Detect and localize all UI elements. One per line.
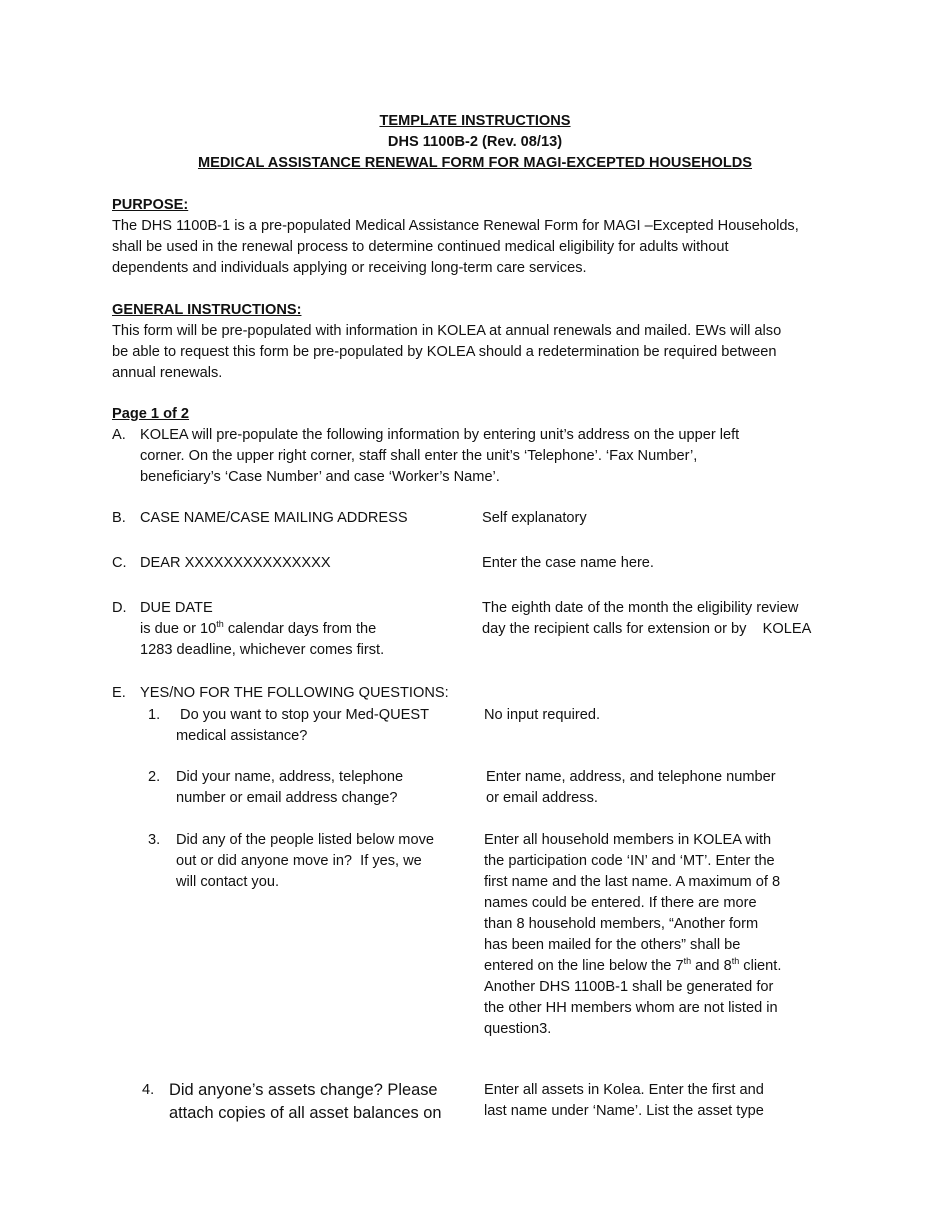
item-c-letter: C. xyxy=(112,555,127,571)
q3-text-3: will contact you. xyxy=(176,874,280,890)
item-b-letter: B. xyxy=(112,510,126,526)
general-line-2: be able to request this form be pre-populated by KOLEA should a redetermination be required between xyxy=(112,344,777,360)
purpose-line-2: shall be used in the renewal process to determine continued medical eligibility for adults without xyxy=(112,239,729,255)
item-a-letter: A. xyxy=(112,427,126,443)
q3-instruction-5: than 8 household members, “Another form xyxy=(484,916,759,932)
q1-number: 1. xyxy=(148,707,161,723)
form-number: DHS 1100B-2 (Rev. 08/13) xyxy=(387,134,563,150)
q2-instruction-2: or email address. xyxy=(486,790,598,806)
purpose-line-1: The DHS 1100B-1 is a pre-populated Medical Assistance Renewal Form for MAGI –Excepted Households, xyxy=(112,218,799,234)
q3-instruction-10: question3. xyxy=(484,1021,552,1037)
purpose-line-3: dependents and individuals applying or receiving long-term care services. xyxy=(112,260,587,276)
q2-text-1: Did your name, address, telephone xyxy=(176,769,404,785)
item-e-letter: E. xyxy=(112,685,126,701)
q3-instruction-9: the other HH members whom are not listed in xyxy=(484,1000,778,1016)
form-name: MEDICAL ASSISTANCE RENEWAL FORM FOR MAGI-EXCEPTED HOUSEHOLDS xyxy=(197,155,753,171)
q3-instruction-1: Enter all household members in KOLEA with xyxy=(484,832,772,848)
q4-instruction-2: last name under ‘Name’. List the asset type xyxy=(484,1103,764,1119)
q3-instruction-6: has been mailed for the others” shall be xyxy=(484,937,741,953)
q4-number: 4. xyxy=(142,1082,155,1098)
purpose-heading: PURPOSE: xyxy=(112,197,189,213)
item-a-line-3: beneficiary’s ‘Case Number’ and case ‘Worker’s Name’. xyxy=(140,469,500,485)
general-line-1: This form will be pre-populated with information in KOLEA at annual renewals and mailed. EWs will also xyxy=(112,323,782,339)
q2-instruction-1: Enter name, address, and telephone number xyxy=(486,769,776,785)
q2-text-2: number or email address change? xyxy=(176,790,398,806)
doc-title: TEMPLATE INSTRUCTIONS xyxy=(379,113,571,129)
q3-instruction-4: names could be entered. If there are more xyxy=(484,895,757,911)
q3-instruction-3: first name and the last name. A maximum of 8 xyxy=(484,874,781,890)
general-line-3: annual renewals. xyxy=(112,365,223,381)
item-d-label-2: is due or 10th calendar days from the xyxy=(140,619,377,637)
item-d-instruction-2: day the recipient calls for extension or by KOLEA xyxy=(482,621,812,637)
item-b-label: CASE NAME/CASE MAILING ADDRESS xyxy=(140,510,408,526)
q3-instruction-7: entered on the line below the 7th and 8th client. xyxy=(484,956,782,974)
q3-instruction-8: Another DHS 1100B-1 shall be generated for xyxy=(484,979,774,995)
item-d-letter: D. xyxy=(112,600,127,616)
q2-number: 2. xyxy=(148,769,161,785)
page1-heading: Page 1 of 2 xyxy=(112,406,190,422)
q1-text-2: medical assistance? xyxy=(176,728,308,744)
q4-text-2: attach copies of all asset balances on xyxy=(169,1104,442,1122)
general-heading: GENERAL INSTRUCTIONS: xyxy=(112,302,302,318)
q3-number: 3. xyxy=(148,832,161,848)
item-c-label: DEAR XXXXXXXXXXXXXXX xyxy=(140,555,331,571)
item-d-label-1: DUE DATE xyxy=(140,600,213,616)
item-a-line-1: KOLEA will pre-populate the following information by entering unit’s address on the upper left xyxy=(140,427,740,443)
q3-instruction-2: the participation code ‘IN’ and ‘MT’. Enter the xyxy=(484,853,775,869)
q3-text-2: out or did anyone move in? If yes, we xyxy=(176,853,422,869)
item-e-heading: YES/NO FOR THE FOLLOWING QUESTIONS: xyxy=(140,685,449,701)
item-d-label-3: 1283 deadline, whichever comes first. xyxy=(140,642,385,658)
q1-instruction: No input required. xyxy=(484,707,601,723)
item-c-instruction: Enter the case name here. xyxy=(482,555,654,571)
item-b-instruction: Self explanatory xyxy=(482,510,587,526)
item-d-instruction-1: The eighth date of the month the eligibility review xyxy=(482,600,799,616)
q3-text-1: Did any of the people listed below move xyxy=(176,832,434,848)
item-a-line-2: corner. On the upper right corner, staff shall enter the unit’s ‘Telephone’. ‘Fax Number’, xyxy=(140,448,698,464)
q4-text-1: Did anyone’s assets change? Please xyxy=(169,1081,438,1099)
q4-instruction-1: Enter all assets in Kolea. Enter the first and xyxy=(484,1082,764,1098)
q1-text-1: Do you want to stop your Med-QUEST xyxy=(176,707,430,723)
